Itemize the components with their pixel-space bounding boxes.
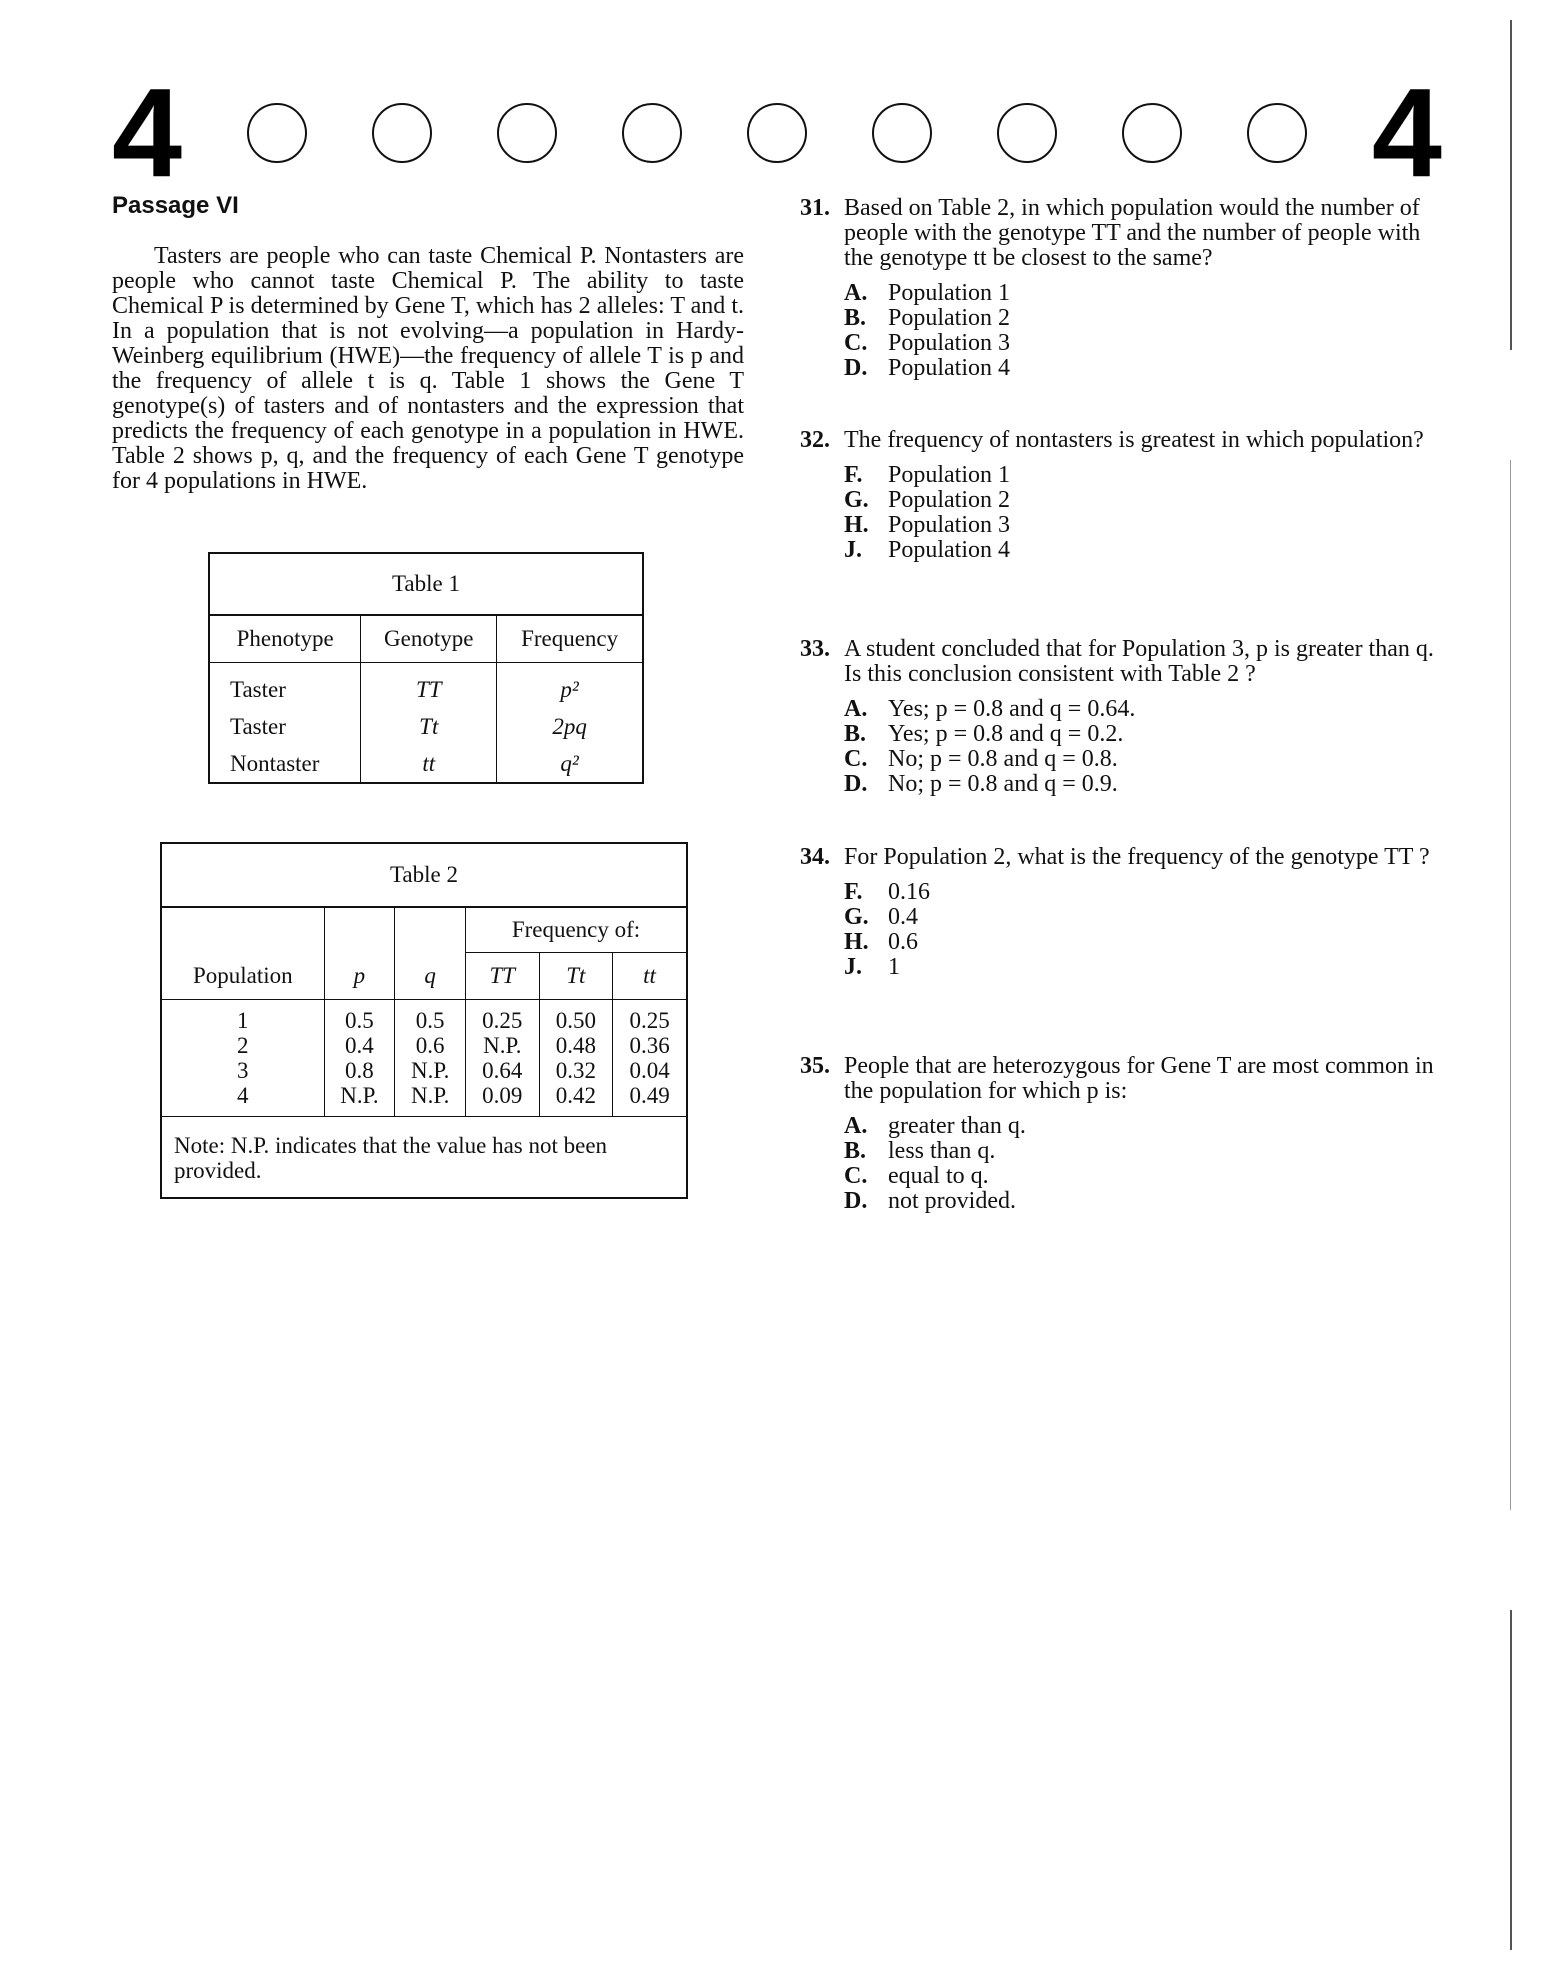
question-stem: Based on Table 2, in which population would the number of people with the genotype TT and the number of people with the genotype tt be closest to the same? — [844, 195, 1421, 271]
option-text: Population 3 — [888, 330, 1011, 356]
option-letter: D. — [844, 355, 868, 381]
table-cell: 0.32 — [539, 1058, 613, 1083]
table-cell: 0.04 — [613, 1058, 687, 1083]
option-text: less than q. — [888, 1138, 996, 1164]
table-1-header: Phenotype — [209, 615, 361, 663]
table-cell: 0.8 — [324, 1058, 395, 1083]
table-2-group-header: Frequency of: — [466, 907, 687, 953]
answer-option[interactable] — [844, 463, 1440, 488]
answer-option[interactable] — [844, 905, 1440, 930]
circle-icon — [872, 103, 932, 163]
table-1-header: Genotype — [361, 615, 497, 663]
table-cell: 0.25 — [613, 1000, 687, 1034]
table-cell: N.P. — [395, 1083, 466, 1117]
table-cell: TT — [361, 663, 497, 709]
answer-option[interactable] — [844, 281, 1440, 306]
answer-options — [844, 880, 1440, 980]
question-number: 31. — [800, 195, 830, 221]
option-text: 1 — [888, 954, 900, 980]
option-letter: J. — [844, 954, 862, 980]
table-1-caption: Table 1 — [209, 553, 643, 615]
answer-option[interactable] — [844, 1139, 1440, 1164]
table-row — [161, 1000, 687, 1034]
table-cell: 2pq — [552, 713, 587, 739]
table-cell: 0.5 — [324, 1000, 395, 1034]
answer-option[interactable] — [844, 513, 1440, 538]
answer-option[interactable] — [844, 356, 1440, 381]
table-cell: 0.5 — [395, 1000, 466, 1034]
circle-icon — [747, 103, 807, 163]
table-cell: 0.25 — [466, 1000, 540, 1034]
circle-icon — [372, 103, 432, 163]
answer-option[interactable] — [844, 306, 1440, 331]
answer-option[interactable] — [844, 772, 1440, 797]
answer-option[interactable] — [844, 1164, 1440, 1189]
table-cell: N.P. — [324, 1083, 395, 1117]
option-text: No; p = 0.8 and q = 0.9. — [888, 771, 1118, 797]
option-text: Population 1 — [888, 280, 1011, 306]
option-letter: B. — [844, 1138, 867, 1164]
option-text: greater than q. — [888, 1113, 1026, 1139]
option-text: 0.16 — [888, 879, 930, 905]
section-number-right: 4 — [1371, 62, 1442, 203]
option-letter: A. — [844, 696, 868, 722]
table-cell: 0.42 — [539, 1083, 613, 1117]
table-cell: q² — [560, 750, 579, 776]
answer-option[interactable] — [844, 331, 1440, 356]
option-letter: C. — [844, 330, 868, 356]
table-cell: Taster — [209, 708, 361, 745]
option-text: Population 1 — [888, 462, 1011, 488]
answer-options — [844, 697, 1440, 797]
option-text: Population 4 — [888, 537, 1011, 563]
table-cell: p² — [560, 676, 579, 702]
table-row — [161, 1058, 687, 1083]
table-2 — [160, 842, 688, 1199]
answer-option[interactable] — [844, 722, 1440, 747]
option-text: Yes; p = 0.8 and q = 0.2. — [888, 721, 1124, 747]
question-number: 32. — [800, 427, 830, 453]
table-row — [209, 663, 643, 709]
table-cell: Tt — [361, 708, 497, 745]
option-letter: D. — [844, 1188, 868, 1214]
option-text: No; p = 0.8 and q = 0.8. — [888, 746, 1118, 772]
table-cell: 0.09 — [466, 1083, 540, 1117]
question-number: 33. — [800, 636, 830, 662]
table-cell: 4 — [161, 1083, 324, 1117]
table-2-header: Population — [161, 907, 324, 1000]
table-cell: 0.49 — [613, 1083, 687, 1117]
circle-icon — [497, 103, 557, 163]
option-letter: G. — [844, 904, 869, 930]
question-stem: The frequency of nontasters is greatest in which population? — [844, 427, 1424, 453]
option-letter: B. — [844, 305, 867, 331]
option-letter: C. — [844, 746, 868, 772]
question-35 — [800, 1054, 1440, 1214]
answer-option[interactable] — [844, 538, 1440, 563]
table-2-header: tt — [613, 953, 687, 1000]
question-stem: A student concluded that for Population 3, p is greater than q. Is this conclusion consistent with Table 2 ? — [844, 636, 1434, 687]
question-number: 34. — [800, 844, 830, 870]
scan-edge-line — [1510, 20, 1512, 350]
passage-body: Tasters are people who can taste Chemical P. Nontasters are people who cannot taste Chemical P. The ability to taste Chemical P is determined by Gene T, which has 2 alleles: T and t. In a population that is not evolving—a population in Hardy-Weinberg equilibrium (HWE)—the frequency of allele T is p and the frequency of allele t is q. Table 1 shows the Gene T genotype(s) of tasters and of nontasters and the expression that predicts the frequency of each genotype in a population in HWE. Table 2 shows p, q, and the frequency of each Gene T genotype for 4 populations in HWE. — [112, 243, 744, 494]
scan-edge-line — [1510, 1610, 1512, 1950]
page-header — [112, 62, 1442, 203]
option-text: 0.6 — [888, 929, 918, 955]
answer-options — [844, 1114, 1440, 1214]
circle-icon — [622, 103, 682, 163]
table-cell: 0.36 — [613, 1033, 687, 1058]
table-2-caption: Table 2 — [161, 843, 687, 907]
table-cell: 0.48 — [539, 1033, 613, 1058]
answer-option[interactable] — [844, 955, 1440, 980]
option-text: Population 2 — [888, 305, 1011, 331]
option-text: Population 2 — [888, 487, 1011, 513]
table-row — [209, 745, 643, 783]
section-number-left: 4 — [112, 62, 183, 203]
circle-icon — [997, 103, 1057, 163]
table-1-header: Frequency — [497, 615, 643, 663]
table-cell: Nontaster — [209, 745, 361, 783]
table-2-header: p — [324, 907, 395, 1000]
table-2-header: TT — [466, 953, 540, 1000]
table-cell: N.P. — [395, 1058, 466, 1083]
table-row — [161, 1033, 687, 1058]
circle-icon — [1122, 103, 1182, 163]
circle-icon — [1247, 103, 1307, 163]
question-34 — [800, 845, 1440, 980]
answer-option[interactable] — [844, 1189, 1440, 1214]
option-letter: A. — [844, 1113, 868, 1139]
table-2-note: Note: N.P. indicates that the value has not been provided. — [174, 1133, 608, 1183]
option-letter: H. — [844, 929, 869, 955]
option-letter: D. — [844, 771, 868, 797]
table-row — [161, 1083, 687, 1117]
option-letter: B. — [844, 721, 867, 747]
option-letter: J. — [844, 537, 862, 563]
option-letter: A. — [844, 280, 868, 306]
passage-text — [112, 244, 744, 494]
table-cell: 0.50 — [539, 1000, 613, 1034]
table-cell: 3 — [237, 1058, 249, 1083]
scan-edge-line — [1510, 460, 1511, 1510]
option-text: equal to q. — [888, 1163, 989, 1189]
table-cell: tt — [361, 745, 497, 783]
option-letter: C. — [844, 1163, 868, 1189]
option-letter: F. — [844, 462, 863, 488]
table-row — [209, 708, 643, 745]
table-cell: N.P. — [466, 1033, 540, 1058]
option-letter: H. — [844, 512, 869, 538]
option-text: Yes; p = 0.8 and q = 0.64. — [888, 696, 1136, 722]
option-text: Population 3 — [888, 512, 1011, 538]
answer-option[interactable] — [844, 1114, 1440, 1139]
option-letter: F. — [844, 879, 863, 905]
option-letter: G. — [844, 487, 869, 513]
table-cell: 2 — [237, 1033, 249, 1058]
question-number: 35. — [800, 1053, 830, 1079]
question-33 — [800, 637, 1440, 797]
answer-option[interactable] — [844, 697, 1440, 722]
answer-options — [844, 281, 1440, 381]
question-stem: For Population 2, what is the frequency of the genotype TT ? — [844, 844, 1430, 870]
table-2-header: q — [395, 907, 466, 1000]
question-32 — [800, 428, 1440, 563]
circle-icon — [247, 103, 307, 163]
table-cell: 0.4 — [324, 1033, 395, 1058]
option-text: 0.4 — [888, 904, 918, 930]
question-31 — [800, 196, 1440, 381]
table-cell: 0.6 — [395, 1033, 466, 1058]
answer-option[interactable] — [844, 930, 1440, 955]
passage-title: Passage VI — [112, 192, 239, 219]
answer-options — [844, 463, 1440, 563]
table-cell: Taster — [209, 663, 361, 709]
table-cell: 1 — [237, 1008, 249, 1033]
answer-option[interactable] — [844, 880, 1440, 905]
answer-option[interactable] — [844, 747, 1440, 772]
option-text: not provided. — [888, 1188, 1016, 1214]
table-2-header: Tt — [539, 953, 613, 1000]
table-cell: 0.64 — [466, 1058, 540, 1083]
answer-option[interactable] — [844, 488, 1440, 513]
table-1 — [208, 552, 644, 784]
question-stem: People that are heterozygous for Gene T are most common in the population for which p is: — [844, 1053, 1434, 1104]
option-text: Population 4 — [888, 355, 1011, 381]
